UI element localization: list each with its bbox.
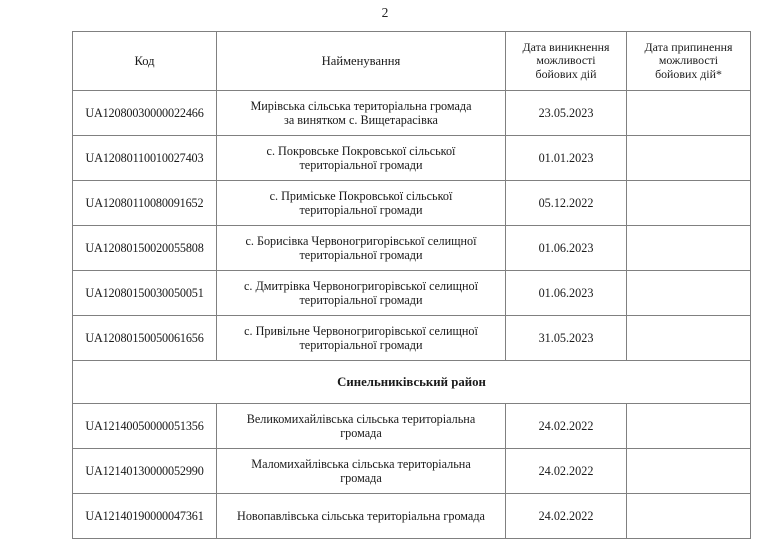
cell-name-line1: Мирівська сільська територіальна громада: [250, 98, 472, 113]
registry-table-container: [72, 31, 750, 539]
cell-name: [217, 316, 506, 361]
table-row: [73, 136, 751, 181]
table-section-row: [73, 361, 751, 404]
table-header-row: [73, 32, 751, 91]
cell-name: [217, 226, 506, 271]
column-header-code: Код: [73, 32, 217, 91]
table-row: [73, 271, 751, 316]
cell-end-date: [627, 91, 751, 136]
table-row: [73, 226, 751, 271]
cell-code: UA12080030000022466: [73, 91, 217, 136]
cell-name-line1: Великомихайлівська сільська територіальна: [246, 411, 476, 426]
table-row: [73, 181, 751, 226]
cell-code: UA12080150030050051: [73, 271, 217, 316]
cell-start-date: 01.06.2023: [506, 271, 627, 316]
table-row: [73, 91, 751, 136]
table-body: [73, 91, 751, 539]
table-row: [73, 404, 751, 449]
cell-name-line2: громада: [340, 471, 382, 485]
column-header-start-date-line3: бойових дій: [535, 66, 597, 81]
section-title: Синельниківський район: [73, 361, 751, 404]
cell-name-line2: територіальної громади: [299, 293, 423, 307]
table-row: [73, 316, 751, 361]
column-header-start-date: [506, 32, 627, 91]
cell-end-date: [627, 494, 751, 539]
cell-name: [217, 181, 506, 226]
registry-table: [72, 31, 751, 539]
cell-name: [217, 494, 506, 539]
cell-code: UA12140130000052990: [73, 449, 217, 494]
cell-name: [217, 91, 506, 136]
cell-code: UA12080150020055808: [73, 226, 217, 271]
cell-name: [217, 404, 506, 449]
cell-start-date: 24.02.2022: [506, 404, 627, 449]
page-number: 2: [381, 5, 389, 20]
cell-code: UA12140190000047361: [73, 494, 217, 539]
cell-start-date: 24.02.2022: [506, 449, 627, 494]
cell-name-line2: за винятком с. Вищетарасівка: [284, 113, 438, 127]
column-header-start-date-line1: Дата виникнення: [522, 39, 610, 54]
cell-name-line1: с. Приміське Покровської сільської: [269, 188, 453, 203]
column-header-name: Найменування: [217, 32, 506, 91]
cell-start-date: 31.05.2023: [506, 316, 627, 361]
cell-end-date: [627, 226, 751, 271]
cell-name-line1: Новопавлівська сільська територіальна громада: [237, 508, 485, 523]
cell-code: UA12140050000051356: [73, 404, 217, 449]
cell-name-line2: територіальної громади: [299, 203, 423, 217]
cell-name-line1: с. Покровське Покровської сільської: [266, 143, 456, 158]
column-header-end-date: [627, 32, 751, 91]
cell-name: [217, 449, 506, 494]
cell-start-date: 05.12.2022: [506, 181, 627, 226]
cell-name: [217, 271, 506, 316]
cell-name-line1: с. Привільне Червоногригорівської селищної: [244, 323, 478, 338]
cell-code: UA12080110010027403: [73, 136, 217, 181]
cell-start-date: 24.02.2022: [506, 494, 627, 539]
cell-start-date: 23.05.2023: [506, 91, 627, 136]
cell-name-line2: територіальної громади: [299, 158, 423, 172]
table-row: [73, 449, 751, 494]
cell-start-date: 01.06.2023: [506, 226, 627, 271]
cell-name-line1: с. Дмитрівка Червоногригорівської селищної: [243, 278, 479, 293]
column-header-end-date-line2: можливості: [658, 53, 719, 68]
cell-end-date: [627, 449, 751, 494]
table-header: [73, 32, 751, 91]
column-header-end-date-line1: Дата припинення: [644, 39, 733, 54]
cell-end-date: [627, 136, 751, 181]
cell-end-date: [627, 181, 751, 226]
table-row: [73, 494, 751, 539]
cell-start-date: 01.01.2023: [506, 136, 627, 181]
cell-name: [217, 136, 506, 181]
cell-name-line1: Маломихайлівська сільська територіальна: [251, 456, 471, 471]
cell-name-line2: громада: [340, 426, 382, 440]
cell-code: UA12080110080091652: [73, 181, 217, 226]
column-header-end-date-line3: бойових дій*: [655, 66, 722, 81]
cell-code: UA12080150050061656: [73, 316, 217, 361]
cell-name-line2: територіальної громади: [299, 248, 423, 262]
cell-end-date: [627, 404, 751, 449]
column-header-start-date-line2: можливості: [536, 53, 596, 68]
cell-name-line2: територіальної громади: [299, 338, 423, 352]
cell-end-date: [627, 271, 751, 316]
cell-end-date: [627, 316, 751, 361]
cell-name-line1: с. Борисівка Червоногригорівської селищної: [245, 233, 477, 248]
